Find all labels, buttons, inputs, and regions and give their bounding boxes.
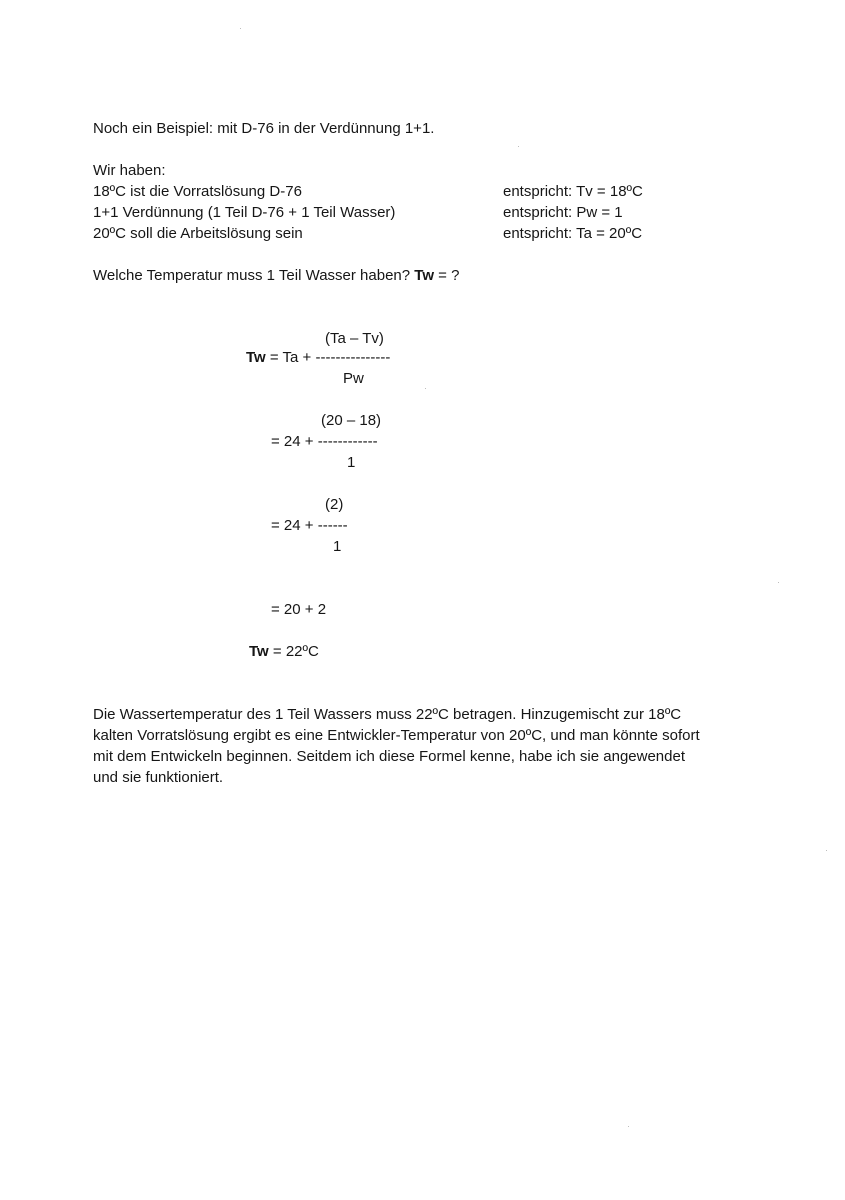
formula-numerator: (20 – 18) <box>321 412 382 429</box>
formula-result <box>249 641 319 662</box>
paragraph-line: kalten Vorratslösung ergibt es eine Entwickler-Temperatur von 20ºC, und man könnte sofort <box>93 727 700 744</box>
given-row-left: 18ºC ist die Vorratslösung D-76 <box>93 183 302 200</box>
paragraph-line: und sie funktioniert. <box>93 769 224 786</box>
formula-expression: = 20 + 2 <box>271 601 327 618</box>
scan-speck <box>778 582 779 583</box>
question-text: Welche Temperatur muss 1 Teil Wasser haben? <box>93 267 411 284</box>
given-heading: Wir haben: <box>93 162 166 179</box>
conclusion-paragraph <box>93 704 733 788</box>
scan-speck <box>518 146 519 147</box>
question-variable: Tw <box>414 267 434 284</box>
formula-denominator: 1 <box>347 454 356 471</box>
given-row-right: entspricht: Ta = 20ºC <box>503 225 643 242</box>
formula-expression: = 24 + ------ <box>271 517 348 534</box>
given-row-right: entspricht: Tv = 18ºC <box>503 183 643 200</box>
formula-denominator: Pw <box>343 370 364 387</box>
paragraph-line: Die Wassertemperatur des 1 Teil Wassers muss 22ºC betragen. Hinzugemischt zur 18ºC <box>93 706 682 723</box>
formula-variable: Tw <box>246 349 266 366</box>
formula-line <box>246 347 390 368</box>
formula-expression: = Ta + --------------- <box>269 349 391 366</box>
formula-denominator: 1 <box>333 538 342 555</box>
paragraph-line: mit dem Entwickeln beginnen. Seitdem ich diese Formel kenne, habe ich sie angewendet <box>93 748 686 765</box>
formula-result-value: = 22ºC <box>272 643 319 660</box>
scan-speck <box>240 28 241 29</box>
question-line <box>93 265 459 286</box>
scan-speck <box>628 1126 629 1127</box>
intro-line: Noch ein Beispiel: mit D-76 in der Verdünnung 1+1. <box>93 120 435 137</box>
scan-speck <box>826 850 827 851</box>
formula-numerator: (2) <box>325 496 344 513</box>
question-rest: = ? <box>438 267 460 284</box>
formula-numerator: (Ta – Tv) <box>325 330 384 347</box>
scan-speck <box>425 388 426 389</box>
given-row-left: 1+1 Verdünnung (1 Teil D-76 + 1 Teil Wasser) <box>93 204 396 221</box>
given-row-right: entspricht: Pw = 1 <box>503 204 623 221</box>
formula-expression: = 24 + ------------ <box>271 433 378 450</box>
given-row-left: 20ºC soll die Arbeitslösung sein <box>93 225 303 242</box>
formula-variable: Tw <box>249 643 269 660</box>
